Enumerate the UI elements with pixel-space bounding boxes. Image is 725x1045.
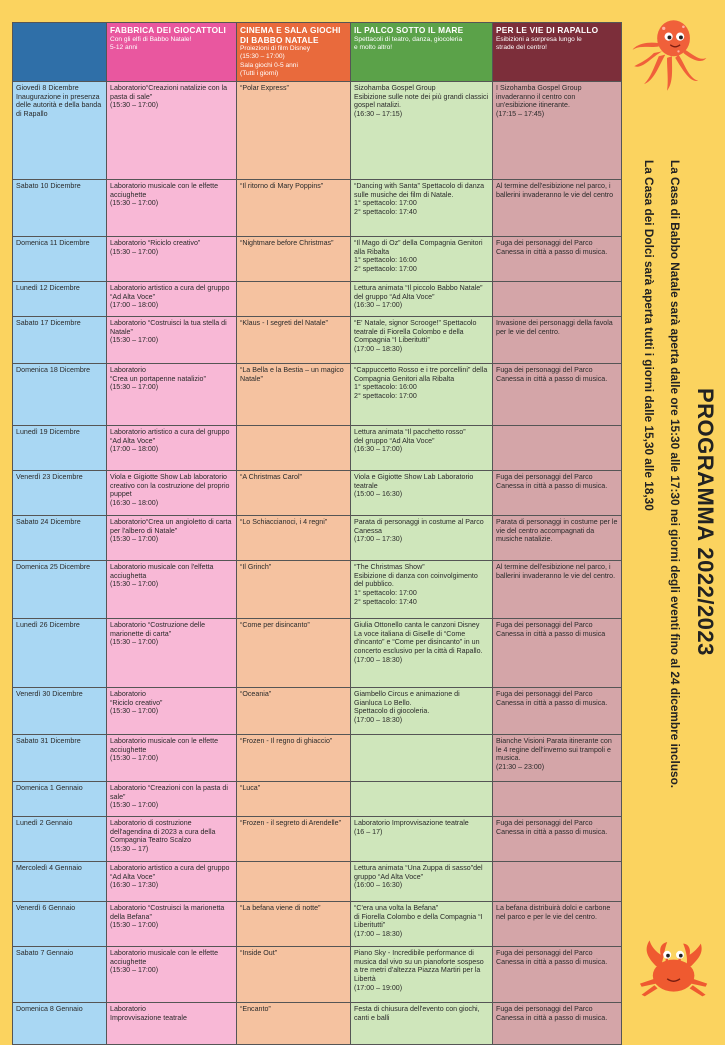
header-palco-title: IL PALCO SOTTO IL MARE xyxy=(354,25,464,35)
cinema-cell xyxy=(237,862,351,902)
header-vie-subtitle: Esibizioni a sorpresa lungo le strade del centro! xyxy=(496,35,582,51)
palco-text: Laboratorio Improvvisazione teatrale (16 – 17) xyxy=(354,819,469,836)
schedule-body xyxy=(13,82,622,1045)
fabbrica-text: Laboratorio“Crea un angioletto di carta per l'albero di Natale” (15:30 – 17:00) xyxy=(110,518,232,544)
vie-text: Fuga dei personaggi del Parco Canessa in città a passo di musica. xyxy=(496,239,608,256)
header-fabbrica xyxy=(107,23,237,82)
date-text: Venerdì 30 Dicembre xyxy=(16,690,83,698)
cinema-cell xyxy=(237,902,351,947)
palco-text: “E' Natale, signor Scrooge!” Spettacolo teatrale di Fiorella Colombo e della Compagnia “I Liberitutti” (17:00 – 18:30) xyxy=(354,319,477,354)
cinema-text: “La Bella e la Bestia – un magico Natale” xyxy=(240,366,344,383)
fabbrica-text: Laboratorio musicale con le elfette acciughette (15:30 – 17:00) xyxy=(110,737,219,763)
table-row xyxy=(13,426,622,471)
date-text: Venerdì 6 Gennaio xyxy=(16,904,76,912)
cinema-text: “Klaus - I segreti del Natale” xyxy=(240,319,328,327)
cinema-cell xyxy=(237,735,351,782)
program-title: PROGRAMMA 2022/2023 xyxy=(693,388,718,656)
date-cell xyxy=(13,364,107,426)
palco-cell xyxy=(351,619,493,688)
fabbrica-cell xyxy=(107,782,237,817)
table-row xyxy=(13,902,622,947)
palco-cell xyxy=(351,862,493,902)
date-text: Sabato 17 Dicembre xyxy=(16,319,81,327)
header-palco-subtitle: Spettacoli di teatro, danza, giocoleria e molto altro! xyxy=(354,35,463,51)
vie-text: Parata di personaggi in costume per le vie del centro accompagnati da musiche natalizie. xyxy=(496,518,618,544)
vie-text: Al termine dell'esibizione nel parco, i ballerini invaderanno le vie del centro. xyxy=(496,563,616,580)
palco-cell xyxy=(351,902,493,947)
palco-text: “Cappuccetto Rosso e i tre porcellini” della Compagnia Genitori alla Ribalta 1° spettacolo: 16:00 2° spettacolo: 17:00 xyxy=(354,366,488,401)
palco-cell xyxy=(351,237,493,282)
palco-cell xyxy=(351,82,493,180)
palco-text: Lettura animata “Una Zuppa di sasso”del gruppo “Ad Alta Voce” (16:00 – 16:30) xyxy=(354,864,483,890)
fabbrica-cell xyxy=(107,282,237,317)
date-text: Domenica 25 Dicembre xyxy=(16,563,91,571)
date-cell xyxy=(13,317,107,364)
table-row xyxy=(13,561,622,619)
cinema-cell xyxy=(237,237,351,282)
cinema-text: “Come per disincanto” xyxy=(240,621,310,629)
vie-text: Fuga dei personaggi del Parco Canessa in città a passo di musica. xyxy=(496,473,608,490)
date-text: Sabato 24 Dicembre xyxy=(16,518,81,526)
fabbrica-text: Laboratorio “Costruisci la tua stella di Natale” (15:30 – 17:00) xyxy=(110,319,227,345)
fabbrica-text: Laboratorio “Costruzione delle marionette di carta” (15:30 – 17:00) xyxy=(110,621,206,647)
palco-text: Sizohamba Gospel Group Esibizione sulle note dei più grandi classici gospel natalizi. (16:30 – 17:15) xyxy=(354,84,489,119)
palco-text: Giulia Ottonello canta le canzoni Disney La voce italiana di Giselle di “Come d'incanto” e “Come per disincanto” in un concerto esclusivo per la città di Rapallo. (17:00 – 18:30) xyxy=(354,621,483,664)
vie-text: Fuga dei personaggi del Parco Canessa in città a passo di musica. xyxy=(496,366,608,383)
date-text: Mercoledì 4 Gennaio xyxy=(16,864,82,872)
vie-text: Fuga dei personaggi del Parco Canessa in città a passo di musica. xyxy=(496,690,608,707)
side-panel xyxy=(628,160,720,900)
cinema-cell xyxy=(237,688,351,735)
vie-cell xyxy=(493,862,622,902)
fabbrica-text: Laboratorio“Creazioni natalizie con la pasta di sale” (15:30 – 17:00) xyxy=(110,84,228,110)
date-text: Giovedì 8 Dicembre Inaugurazione in presenza delle autorità e della banda di Rapallo xyxy=(16,84,102,119)
vie-cell xyxy=(493,516,622,561)
date-text: Sabato 31 Dicembre xyxy=(16,737,81,745)
date-text: Lunedì 12 Dicembre xyxy=(16,284,80,292)
vie-cell xyxy=(493,947,622,1003)
fabbrica-text: Laboratorio musicale con le elfette acciughette (15:30 – 17:00) xyxy=(110,182,219,208)
cinema-cell xyxy=(237,317,351,364)
date-text: Sabato 7 Gennaio xyxy=(16,949,74,957)
vie-cell xyxy=(493,782,622,817)
date-text: Venerdì 23 Dicembre xyxy=(16,473,83,481)
vie-cell xyxy=(493,237,622,282)
table-row xyxy=(13,180,622,237)
fabbrica-text: Laboratorio artistico a cura del gruppo “Ad Alta Voce” (17:00 – 18:00) xyxy=(110,284,230,310)
vie-text: Fuga dei personaggi del Parco Canessa in città a passo di musica xyxy=(496,621,606,638)
date-cell xyxy=(13,282,107,317)
fabbrica-text: Laboratorio “Creazioni con la pasta di sale” (15:30 – 17:00) xyxy=(110,784,228,810)
date-cell xyxy=(13,817,107,862)
cinema-text: “Frozen - Il regno di ghiaccio” xyxy=(240,737,333,745)
cinema-cell xyxy=(237,619,351,688)
fabbrica-text: Laboratorio “Costruisci la marionetta della Befana” (15:30 – 17:00) xyxy=(110,904,225,930)
cinema-cell xyxy=(237,561,351,619)
vie-cell xyxy=(493,619,622,688)
header-fabbrica-title: FABBRICA DEI GIOCATTOLI xyxy=(110,25,226,35)
date-cell xyxy=(13,619,107,688)
cinema-cell xyxy=(237,782,351,817)
fabbrica-cell xyxy=(107,688,237,735)
date-cell xyxy=(13,688,107,735)
date-text: Domenica 8 Gennaio xyxy=(16,1005,83,1013)
fabbrica-cell xyxy=(107,817,237,862)
palco-text: Piano Sky - Incredibile performance di musica dal vivo su un pianoforte sospeso a tre metri d'altezza Piazza Martiri per la Libertà (17:00 – 19:00) xyxy=(354,949,484,992)
vie-cell xyxy=(493,180,622,237)
palco-cell xyxy=(351,947,493,1003)
vie-cell xyxy=(493,735,622,782)
cinema-cell xyxy=(237,817,351,862)
schedule-table xyxy=(12,22,622,1045)
table-row xyxy=(13,471,622,516)
date-cell xyxy=(13,237,107,282)
fabbrica-text: Laboratorio “Crea un portapenne natalizio” (15:30 – 17:00) xyxy=(110,366,206,392)
fabbrica-cell xyxy=(107,237,237,282)
palco-cell xyxy=(351,180,493,237)
palco-cell xyxy=(351,364,493,426)
date-cell xyxy=(13,180,107,237)
cinema-text: “A Christmas Carol” xyxy=(240,473,302,481)
date-cell xyxy=(13,782,107,817)
table-row xyxy=(13,364,622,426)
table-row xyxy=(13,282,622,317)
cinema-text: “Inside Out” xyxy=(240,949,278,957)
vie-text: Fuga dei personaggi del Parco Canessa in città a passo di musica. xyxy=(496,1005,608,1022)
header-fabbrica-subtitle: Con gli elfi di Babbo Natale! 5-12 anni xyxy=(110,35,192,51)
fabbrica-cell xyxy=(107,902,237,947)
header-cinema-subtitle: Proiezioni di film Disney (15:30 – 17:00) Sala giochi 0-5 anni (Tutti i giorni) xyxy=(240,45,310,77)
table-row xyxy=(13,619,622,688)
palco-cell xyxy=(351,516,493,561)
cinema-cell xyxy=(237,180,351,237)
casa-babbo-natale-note: La Casa di Babbo Natale sarà aperta dalle ore 15:30 alle 17:30 nei giorni degli eventi fino al 24 dicembre incluso. xyxy=(668,160,682,789)
cinema-cell xyxy=(237,364,351,426)
fabbrica-text: Laboratorio Improvvisazione teatrale xyxy=(110,1005,187,1022)
vie-text: Al termine dell'esibizione nel parco, i ballerini invaderanno le vie del centro xyxy=(496,182,614,199)
vie-text: I Sizohamba Gospel Group invaderanno il centro con un'esibizione itinerante. (17:15 – 17:45) xyxy=(496,84,582,119)
table-row xyxy=(13,688,622,735)
palco-text: Viola e Gigiotte Show Lab Laboratorio teatrale (15:00 – 16:30) xyxy=(354,473,474,499)
date-text: Sabato 10 Dicembre xyxy=(16,182,81,190)
cinema-text: “Nightmare before Christmas” xyxy=(240,239,334,247)
palco-cell xyxy=(351,317,493,364)
date-cell xyxy=(13,471,107,516)
vie-cell xyxy=(493,817,622,862)
table-row xyxy=(13,735,622,782)
table-row xyxy=(13,82,622,180)
header-cinema-title: CINEMA E SALA GIOCHI DI BABBO NATALE xyxy=(240,25,341,45)
date-text: Domenica 18 Dicembre xyxy=(16,366,91,374)
vie-cell xyxy=(493,426,622,471)
cinema-cell xyxy=(237,282,351,317)
palco-text: “Dancing with Santa” Spettacolo di danza sulle musiche dei film di Natale. 1° spettacolo: 17:00 2° spettacolo: 17:40 xyxy=(354,182,485,217)
fabbrica-text: Laboratorio musicale con l'elfetta acciughetta (15:30 – 17:00) xyxy=(110,563,214,589)
palco-cell xyxy=(351,282,493,317)
cinema-text: “Encanto” xyxy=(240,1005,271,1013)
cinema-text: “Polar Express” xyxy=(240,84,289,92)
date-cell xyxy=(13,862,107,902)
vie-cell xyxy=(493,282,622,317)
cinema-text: “Lo Schiaccianoci, i 4 regni” xyxy=(240,518,328,526)
fabbrica-text: Laboratorio di costruzione dell'agendina di 2023 a cura della Compagnia Teatro Scalzo (15:30 – 17) xyxy=(110,819,216,854)
palco-cell xyxy=(351,688,493,735)
date-text: Domenica 11 Dicembre xyxy=(16,239,90,247)
cinema-cell xyxy=(237,516,351,561)
header-cinema xyxy=(237,23,351,82)
palco-text: “C'era una volta la Befana” di Fiorella Colombo e della Compagnia “I Liberitutti” (17:00 – 18:30) xyxy=(354,904,483,939)
vie-cell xyxy=(493,364,622,426)
vie-text: Invasione dei personaggi della favola per le vie del centro. xyxy=(496,319,613,336)
vie-cell xyxy=(493,82,622,180)
table-row xyxy=(13,862,622,902)
fabbrica-cell xyxy=(107,364,237,426)
fabbrica-cell xyxy=(107,82,237,180)
palco-text: Festa di chiusura dell'evento con giochi, canti e balli xyxy=(354,1005,480,1022)
date-cell xyxy=(13,902,107,947)
octopus-icon xyxy=(626,12,708,94)
vie-cell xyxy=(493,688,622,735)
header-row xyxy=(13,23,622,82)
header-palco xyxy=(351,23,493,82)
date-text: Lunedì 26 Dicembre xyxy=(16,621,80,629)
palco-text: “The Christmas Show” Esibizione di danza con coinvolgimento del pubblico. 1° spettacolo: 17:00 2° spettacolo: 17:40 xyxy=(354,563,478,606)
cinema-cell xyxy=(237,82,351,180)
palco-cell xyxy=(351,471,493,516)
palco-cell xyxy=(351,782,493,817)
cinema-cell xyxy=(237,947,351,1003)
palco-text: Giambello Circus e animazione di Gianluca Lo Bello. Spettacolo di giocoleria. (17:00 – 18:30) xyxy=(354,690,460,725)
fabbrica-cell xyxy=(107,516,237,561)
palco-cell xyxy=(351,817,493,862)
crab-icon xyxy=(632,926,712,1006)
casa-dei-dolci-note: La Casa dei Dolci sarà aperta tutti i giorni dalle 15,30 alle 18,30 xyxy=(642,160,656,511)
date-text: Lunedì 2 Gennaio xyxy=(16,819,73,827)
fabbrica-cell xyxy=(107,471,237,516)
vie-cell xyxy=(493,561,622,619)
date-cell xyxy=(13,947,107,1003)
vie-cell xyxy=(493,317,622,364)
date-cell xyxy=(13,426,107,471)
vie-text: La befana distribuirà dolci e carbone nel parco e per le vie del centro. xyxy=(496,904,611,921)
vie-text: Bianche Visioni Parata itinerante con le 4 regine dell'inverno sui trampoli e musica. (21:30 – 23:00) xyxy=(496,737,612,772)
fabbrica-text: Laboratorio musicale con le elfette acciughette (15:30 – 17:00) xyxy=(110,949,219,975)
fabbrica-text: Laboratorio “Riciclo creativo” (15:30 – 17:00) xyxy=(110,690,163,716)
date-cell xyxy=(13,735,107,782)
palco-cell xyxy=(351,735,493,782)
fabbrica-cell xyxy=(107,561,237,619)
table-row xyxy=(13,817,622,862)
palco-text: “Il Mago di Oz” della Compagnia Genitori alla Ribalta 1° spettacolo: 16:00 2° spettacolo: 17:00 xyxy=(354,239,483,274)
cinema-text: “Frozen - il segreto di Arendelle” xyxy=(240,819,341,827)
header-vie-title: PER LE VIE DI RAPALLO xyxy=(496,25,599,35)
fabbrica-text: Laboratorio artistico a cura del gruppo “Ad Alta Voce” (17:00 – 18:00) xyxy=(110,428,230,454)
cinema-text: “La befana viene di notte” xyxy=(240,904,321,912)
fabbrica-text: Laboratorio “Riciclo creativo” (15:30 – 17:00) xyxy=(110,239,201,256)
cinema-text: “Il ritorno di Mary Poppins” xyxy=(240,182,324,190)
date-cell xyxy=(13,82,107,180)
date-text: Domenica 1 Gennaio xyxy=(16,784,83,792)
palco-cell xyxy=(351,426,493,471)
palco-text: Lettura animata “Il piccolo Babbo Natale” del gruppo “Ad Alta Voce” (16:30 – 17:00) xyxy=(354,284,483,310)
fabbrica-cell xyxy=(107,947,237,1003)
cinema-cell xyxy=(237,426,351,471)
palco-cell xyxy=(351,561,493,619)
table-row xyxy=(13,516,622,561)
fabbrica-cell xyxy=(107,862,237,902)
cinema-text: “Oceania” xyxy=(240,690,272,698)
fabbrica-cell xyxy=(107,180,237,237)
table-row xyxy=(13,317,622,364)
date-cell xyxy=(13,516,107,561)
fabbrica-cell xyxy=(107,426,237,471)
vie-text: Fuga dei personaggi del Parco Canessa in città a passo di musica. xyxy=(496,819,608,836)
fabbrica-cell xyxy=(107,619,237,688)
vie-cell xyxy=(493,471,622,516)
cinema-text: “Luca” xyxy=(240,784,261,792)
table-row xyxy=(13,782,622,817)
cinema-cell xyxy=(237,471,351,516)
palco-text: Lettura animata “Il pacchetto rosso” del gruppo “Ad Alta Voce” (16:30 – 17:00) xyxy=(354,428,466,454)
palco-text: Parata di personaggi in costume al Parco Canessa (17:00 – 17:30) xyxy=(354,518,484,544)
date-cell xyxy=(13,561,107,619)
fabbrica-text: Viola e Gigiotte Show Lab laboratorio creativo con la costruzione del proprio puppet (16:30 – 18:00) xyxy=(110,473,230,508)
vie-cell xyxy=(493,902,622,947)
header-date-column xyxy=(13,23,107,82)
fabbrica-text: Laboratorio artistico a cura del gruppo “Ad Alta Voce” (16:30 – 17:30) xyxy=(110,864,230,890)
table-row xyxy=(13,237,622,282)
cinema-text: “Il Grinch” xyxy=(240,563,272,571)
date-text: Lunedì 19 Dicembre xyxy=(16,428,80,436)
header-vie xyxy=(493,23,622,82)
vie-text: Fuga dei personaggi del Parco Canessa in città a passo di musica. xyxy=(496,949,608,966)
fabbrica-cell xyxy=(107,735,237,782)
table-row xyxy=(13,947,622,1003)
fabbrica-cell xyxy=(107,317,237,364)
